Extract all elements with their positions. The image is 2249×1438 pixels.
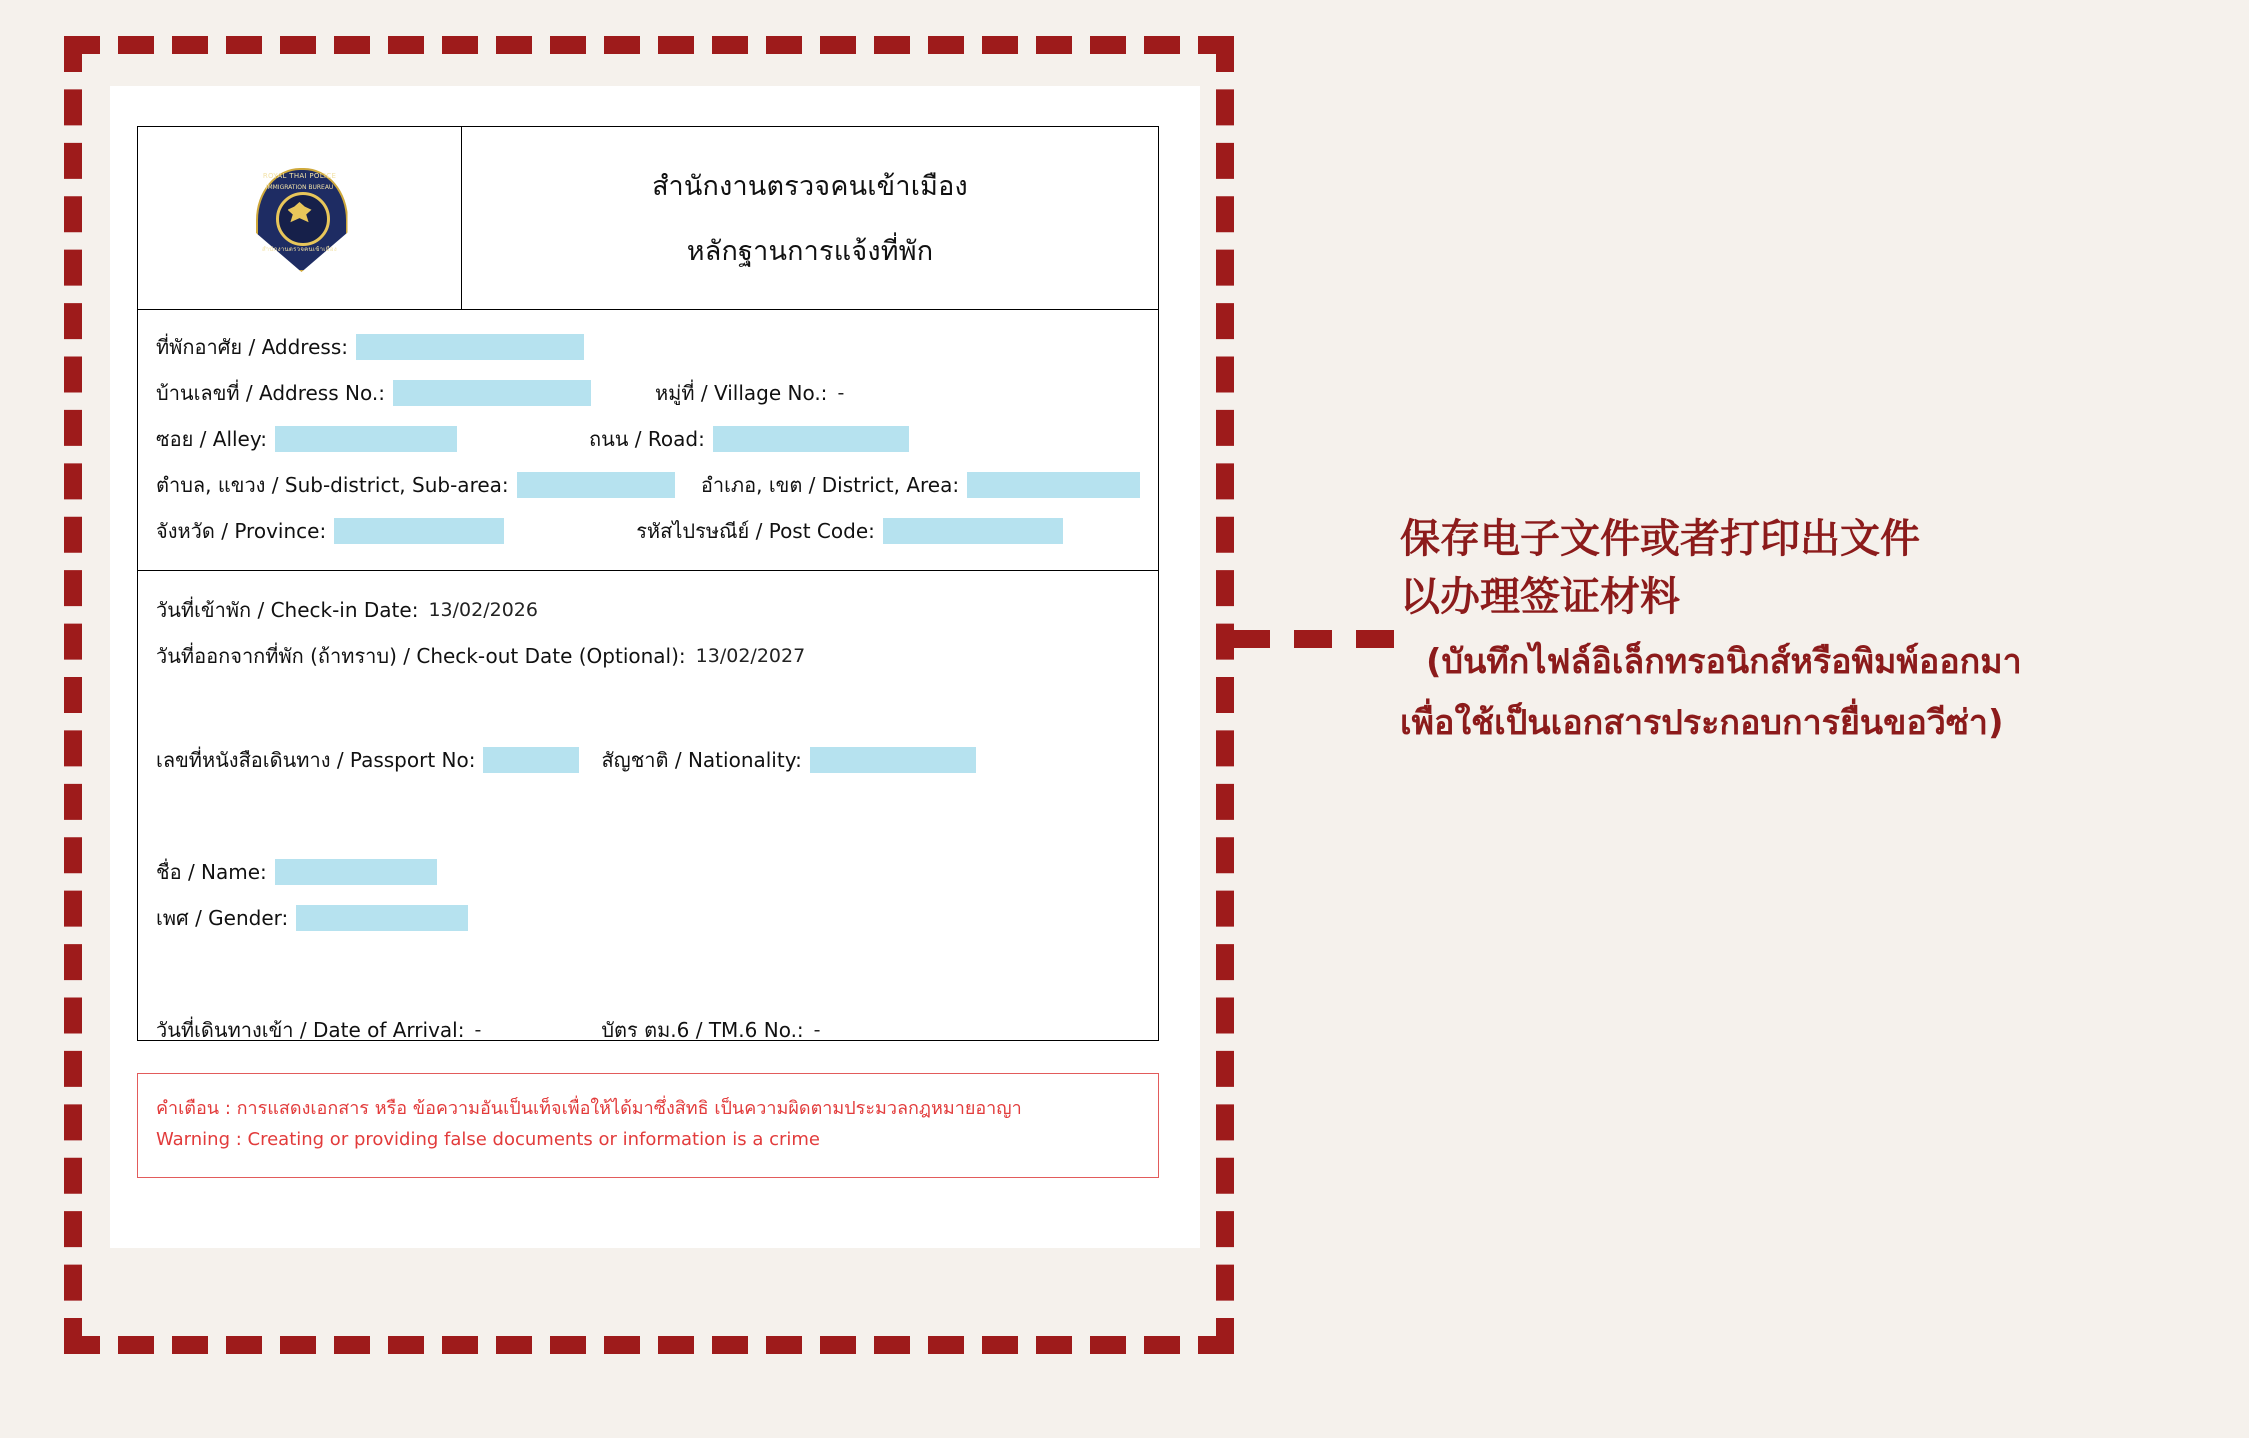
checkin-label: วันที่เข้าพัก / Check-in Date: xyxy=(156,598,419,622)
tm30-document xyxy=(110,86,1200,1248)
alley-label: ซอย / Alley: xyxy=(156,427,267,451)
arrival-value: - xyxy=(474,1019,482,1041)
checkout-value: 13/02/2027 xyxy=(695,645,806,667)
royal-thai-police-emblem-icon xyxy=(252,162,348,274)
address-section xyxy=(137,310,1159,571)
annotation-thai-line2: เพื่อใช้เป็นเอกสารประกอบการยื่นขอวีซ่า) xyxy=(1400,703,2004,744)
emblem-top-text: ROYAL THAI POLICE xyxy=(262,172,337,180)
field-row-province xyxy=(156,508,1140,554)
field-row-alley xyxy=(156,416,1140,462)
province-label: จังหวัด / Province: xyxy=(156,519,327,543)
road-value-blank[interactable] xyxy=(713,426,909,452)
arrival-label: วันที่เดินทางเข้า / Date of Arrival: xyxy=(156,1018,465,1042)
annotation-chinese-line2: 以办理签证材料 xyxy=(1400,573,1680,620)
field-row-subdistrict xyxy=(156,462,1140,508)
emblem-bottom-text: สำนักงานตรวจคนเข้าเมือง xyxy=(261,246,338,253)
field-row-checkin xyxy=(156,587,1140,633)
field-row-checkout xyxy=(156,633,1140,679)
village-no-label: หมู่ที่ / Village No.: xyxy=(654,381,828,405)
document-header xyxy=(137,126,1159,310)
village-no-value: - xyxy=(837,382,845,404)
field-row-gender xyxy=(156,895,1140,941)
header-title-cell xyxy=(462,127,1158,309)
postcode-label: รหัสไปรษณีย์ / Post Code: xyxy=(636,519,875,543)
field-row-name xyxy=(156,849,1140,895)
warning-english: Warning : Creating or providing false documents or information is a crime xyxy=(156,1128,820,1150)
nationality-label: สัญชาติ / Nationality: xyxy=(601,748,802,772)
road-label: ถนน / Road: xyxy=(588,427,705,451)
warning-thai: คำเตือน : การแสดงเอกสาร หรือ ข้อความอันเป็นเท็จเพื่อให้ได้มาซึ่งสิทธิ เป็นความผิดตามประมวลกฎหมายอาญา xyxy=(156,1098,1022,1119)
address-no-value-blank[interactable] xyxy=(393,380,591,406)
alley-value-blank[interactable] xyxy=(275,426,457,452)
name-label: ชื่อ / Name: xyxy=(156,860,267,884)
annotation-thai-line1: (บันทึกไฟล์อิเล็กทรอนิกส์หรือพิมพ์ออกมา xyxy=(1426,642,2022,682)
field-row-address-no xyxy=(156,370,1140,416)
document-title-line1: สำนักงานตรวจคนเข้าเมือง xyxy=(652,171,968,202)
checkout-label: วันที่ออกจากที่พัก (ถ้าทราบ) / Check-out Date (Optional): xyxy=(156,644,686,668)
emblem-mid-text: IMMIGRATION BUREAU xyxy=(265,184,334,191)
document-body xyxy=(137,126,1159,1196)
annotation-chinese-line1: 保存电子文件或者打印出文件 xyxy=(1400,515,1920,562)
stay-section xyxy=(137,571,1159,1041)
district-label: อำเภอ, เขต / District, Area: xyxy=(700,473,960,497)
field-row-passport xyxy=(156,737,1140,783)
document-title-line2: หลักฐานการแจ้งที่พัก xyxy=(686,236,934,267)
subdistrict-value-blank[interactable] xyxy=(517,472,675,498)
gender-label: เพศ / Gender: xyxy=(156,906,289,930)
address-no-label: บ้านเลขที่ / Address No.: xyxy=(156,381,385,405)
checkin-value: 13/02/2026 xyxy=(428,599,538,621)
passport-value-blank[interactable] xyxy=(483,747,579,773)
postcode-value-blank[interactable] xyxy=(883,518,1063,544)
district-value-blank[interactable] xyxy=(967,472,1140,498)
subdistrict-label: ตำบล, แขวง / Sub-district, Sub-area: xyxy=(156,473,509,497)
header-logo-cell xyxy=(138,127,462,309)
tm6-label: บัตร ตม.6 / TM.6 No.: xyxy=(601,1018,804,1042)
annotation-callout xyxy=(1400,510,2200,749)
gender-value-blank[interactable] xyxy=(296,905,468,931)
nationality-value-blank[interactable] xyxy=(810,747,976,773)
address-label: ที่พักอาศัย / Address: xyxy=(156,335,348,359)
field-row-arrival xyxy=(156,1007,1140,1053)
field-row-address xyxy=(156,324,1140,370)
province-value-blank[interactable] xyxy=(334,518,504,544)
warning-box xyxy=(137,1073,1159,1178)
address-value-blank[interactable] xyxy=(356,334,584,360)
name-value-blank[interactable] xyxy=(275,859,437,885)
passport-label: เลขที่หนังสือเดินทาง / Passport No: xyxy=(156,748,476,772)
tm6-value: - xyxy=(813,1019,821,1041)
frame-connector-dashes xyxy=(1232,630,1402,648)
